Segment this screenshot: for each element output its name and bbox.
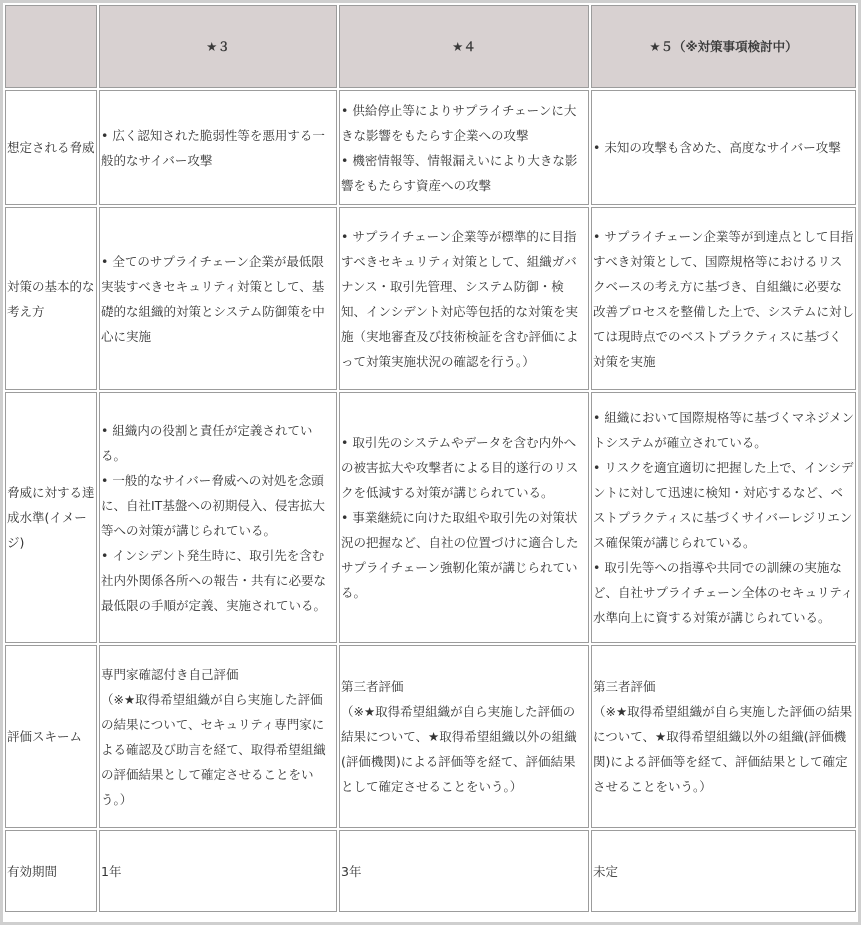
row-label-threat: 想定される脅威 [5,90,97,205]
cell-text: 1年 [101,863,122,879]
cell-scheme-star3 [99,645,337,828]
cell-text: • サプライチェーン企業等が標準的に目指すべきセキュリティ対策として、組織ガバナンス・取引先管理、システム防御・検知、インシデント対応等包括的な対策を実施（実地審査及び技術検証を含む評価によって対策実施状況の確認を行う。） [341,228,579,369]
cell-text: • 未知の攻撃も含めた、高度なサイバー攻撃 [593,140,841,155]
table-row [5,90,856,205]
cell-text: • 組織内の役割と責任が定義されている。 [101,422,313,463]
cell-approach-star3 [99,207,337,390]
table-row [5,645,856,828]
cell-text: • 広く認知された脆弱性等を悪用する一般的なサイバー攻撃 [101,127,325,168]
cell-text: • 組織において国際規格等に基づくマネジメントシステムが確立されている。 [593,410,854,450]
star-level-comparison-table [3,3,858,914]
row-label-validity-period: 有効期間 [5,830,97,912]
cell-achievement-star5 [591,392,856,643]
cell-threat-star3 [99,90,337,205]
cell-text: • 取引先等への指導や共同での訓練の実施など、自社サプライチェーン全体のセキュリティ水準向上に資する対策が講じられている。 [593,560,854,625]
row-label-basic-approach: 対策の基本的な考え方 [5,207,97,390]
cell-text: 専門家確認付き自己評価 [101,666,239,682]
cell-achievement-star4 [339,392,589,643]
header-star3: ★３ [99,5,337,88]
cell-text: • リスクを適宜適切に把握した上で、インシデントに対して迅速に検知・対応するなど、ベストプラクティスに基づくサイバーレジリエンス確保策が講じられている。 [593,460,854,550]
header-star5: ★５（※対策事項検討中） [591,5,856,88]
cell-text: （※★取得希望組織が自ら実施した評価の結果について、★取得希望組織以外の組織(評価機関)による評価等を経て、評価結果として確定させることをいう。） [593,704,853,794]
cell-text: • 取引先のシステムやデータを含む内外への被害拡大や攻撃者による目的遂行のリスクを低減する対策が講じられている。 [341,435,579,500]
cell-text: • 一般的なサイバー脅威への対処を念頭に、自社IT基盤への初期侵入、侵害拡大等への対策が講じられている。 [101,472,325,538]
cell-validity-star3 [99,830,337,912]
cell-text: （※★取得希望組織が自ら実施した評価の結果について、セキュリティ専門家による確認及び助言を経て、取得希望組織の評価結果として確定させることをいう。） [101,691,326,807]
cell-achievement-star3 [99,392,337,643]
cell-text: （※★取得希望組織が自ら実施した評価の結果について、★取得希望組織以外の組織(評価機関)による評価等を経て、評価結果として確定させることをいう。） [341,704,577,794]
cell-threat-star4 [339,90,589,205]
cell-text: • サプライチェーン企業等が到達点として目指すべき対策として、国際規格等におけるリスクベースの考え方に基づき、自組織に必要な改善プロセスを整備した上で、システムに対しては現時点でのベストプラクティスに基づく対策を実施 [593,228,855,369]
table-row [5,392,856,643]
cell-approach-star4 [339,207,589,390]
cell-text: 3年 [341,863,362,879]
cell-text: 第三者評価 [593,679,656,694]
cell-text: 第三者評価 [341,679,404,694]
header-row [5,5,856,88]
row-label-evaluation-scheme: 評価スキーム [5,645,97,828]
table-row [5,830,856,912]
cell-text: 未定 [593,863,619,879]
cell-validity-star4 [339,830,589,912]
table-row [5,207,856,390]
cell-text: • 全てのサプライチェーン企業が最低限実装すべきセキュリティ対策として、基礎的な組織的対策とシステム防御策を中心に実施 [101,253,325,344]
cell-text: • インシデント発生時に、取引先を含む社内外関係各所への報告・共有に必要な最低限の手順が定義、実施されている。 [101,547,327,613]
cell-text: • 事業継続に向けた取組や取引先の対策状況の把握など、自社の位置づけに適合したサプライチェーン強靭化策が講じられている。 [341,510,579,600]
cell-text: • 供給停止等によりサプライチェーンに大きな影響をもたらす企業への攻撃 [341,102,577,143]
cell-validity-star5 [591,830,856,912]
cell-approach-star5 [591,207,856,390]
cell-threat-star5 [591,90,856,205]
cell-scheme-star5 [591,645,856,828]
cell-text: • 機密情報等、情報漏えいにより大きな影響をもたらす資産への攻撃 [341,152,578,193]
row-label-achievement-level: 脅威に対する達成水準(イメージ) [5,392,97,643]
header-corner [5,5,97,88]
cell-scheme-star4 [339,645,589,828]
header-star4: ★４ [339,5,589,88]
